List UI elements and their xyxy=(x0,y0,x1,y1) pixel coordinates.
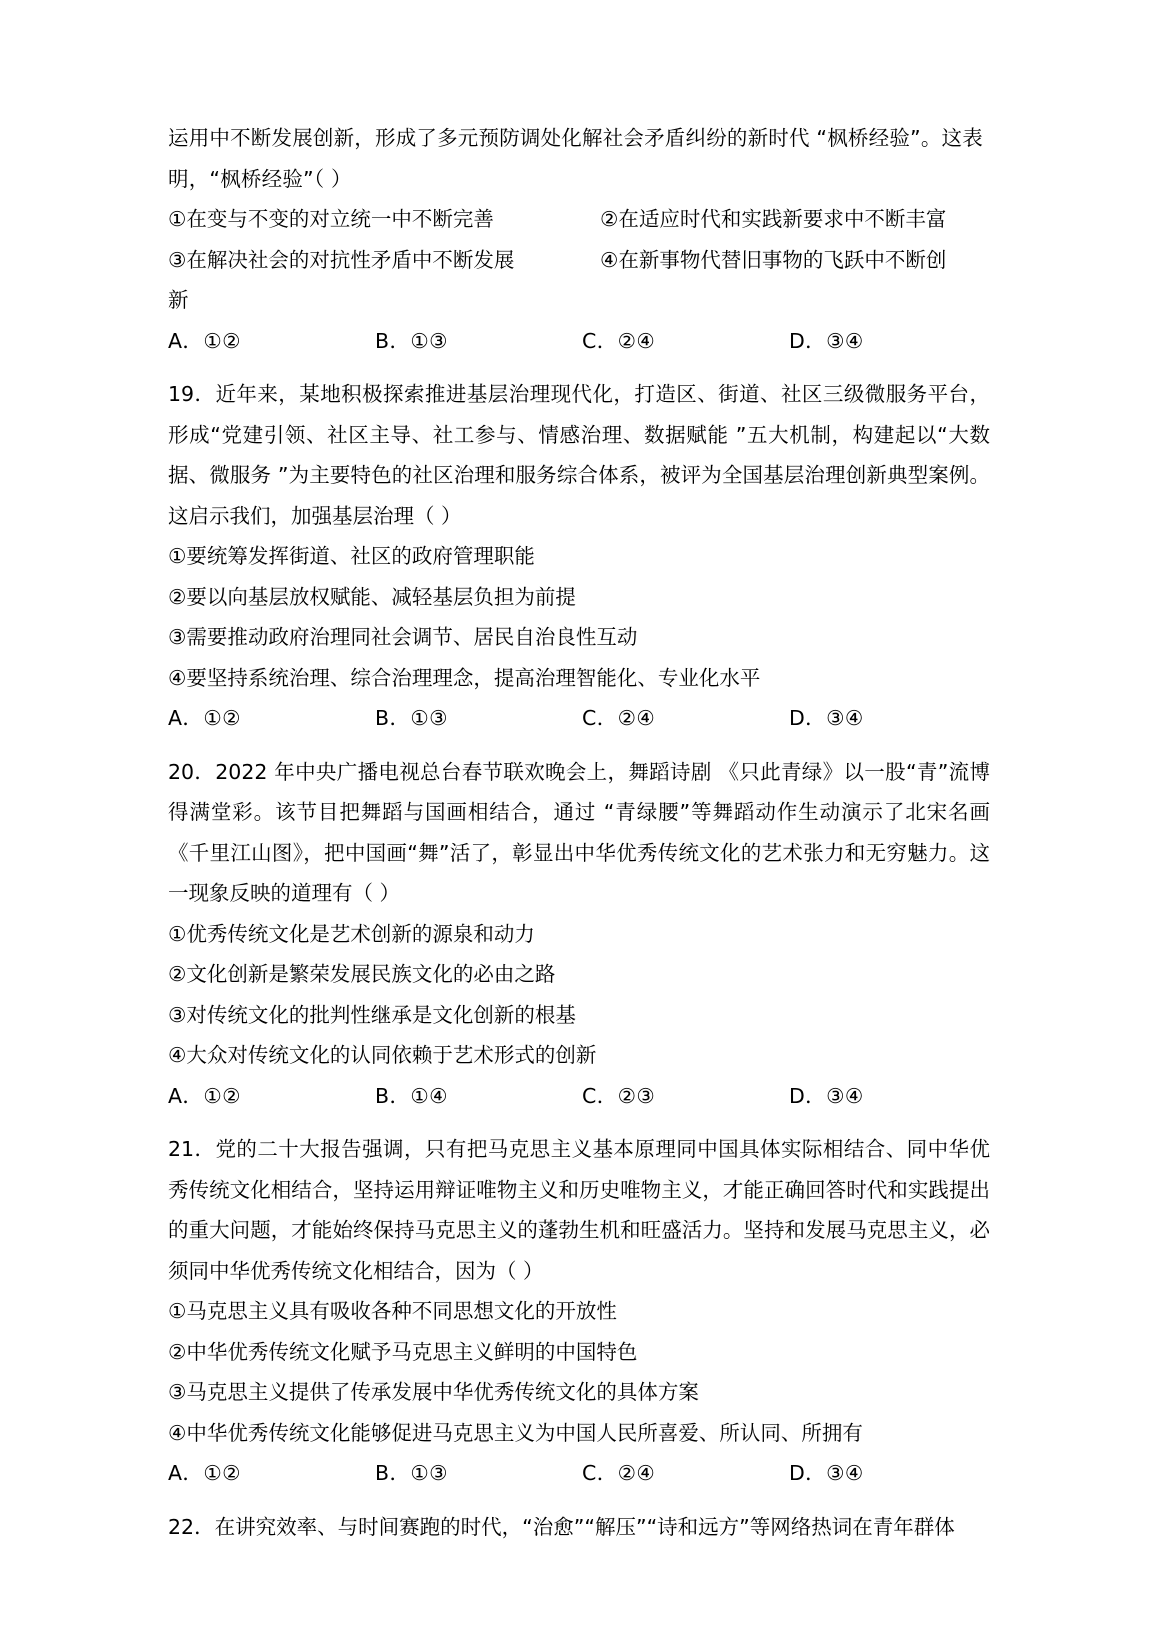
question-21-choices xyxy=(168,1453,990,1494)
question-20-option-2: ②文化创新是繁荣发展民族文化的必由之路 xyxy=(168,962,556,986)
question-19-stem: 19．近年来，某地积极探索推进基层治理现代化，打造区、街道、社区三级微服务平台，形成“党建引领、社区主导、社工参与、情感治理、数据赋能 ”五大机制，构建起以“大数据、微服务 ”为主要特色的社区治理和服务综合体系，被评为全国基层治理创新典型案例。这启示我们，加强基层治理（ ） xyxy=(168,382,990,528)
question-20-option-3: ③对传统文化的批判性继承是文化创新的根基 xyxy=(168,1002,576,1027)
question-19-choices xyxy=(168,698,990,739)
question-19-option-3: ③需要推动政府治理同社会调节、居民自治良性互动 xyxy=(168,625,638,649)
page-content xyxy=(168,118,990,1547)
question-22 xyxy=(168,1507,990,1548)
question-19-choice-d: D．③④ xyxy=(789,706,864,730)
question-19 xyxy=(168,374,990,739)
question-21-choice-d: D．③④ xyxy=(789,1461,864,1485)
question-18-option-1: ①在变与不变的对立统一中不断完善 xyxy=(168,207,494,231)
question-20-choices xyxy=(168,1076,990,1117)
question-20 xyxy=(168,752,990,1117)
question-20-choice-c: C．②③ xyxy=(582,1083,656,1108)
question-19-choice-b: B．①③ xyxy=(375,706,448,730)
question-21-option-4: ④中华优秀传统文化能够促进马克思主义为中国人民所喜爱、所认同、所拥有 xyxy=(168,1420,863,1445)
question-19-choice-a: A．①② xyxy=(168,706,241,730)
question-18-option-2: ②在适应时代和实践新要求中不断丰富 xyxy=(600,207,947,231)
question-18-choice-c: C．②④ xyxy=(582,328,656,353)
question-18-options-row-2 xyxy=(168,240,990,281)
question-18-choice-d: D．③④ xyxy=(789,328,864,353)
question-18-choice-b: B．①③ xyxy=(375,328,448,353)
question-21-choice-a: A．①② xyxy=(168,1461,241,1485)
question-19-option-2: ②要以向基层放权赋能、减轻基层负担为前提 xyxy=(168,584,576,609)
question-18-choices xyxy=(168,321,990,362)
question-21-option-3: ③马克思主义提供了传承发展中华优秀传统文化的具体方案 xyxy=(168,1380,699,1404)
question-19-option-4: ④要坚持系统治理、综合治理理念，提高治理智能化、专业化水平 xyxy=(168,665,761,690)
question-18-option-3: ③在解决社会的对抗性矛盾中不断发展 xyxy=(168,247,515,272)
question-21-choice-c: C．②④ xyxy=(582,1461,656,1485)
continued-paragraph-line-1: 运用中不断发展创新，形成了多元预防调处化解社会矛盾纠纷的新时代 “枫桥经验”。这表 xyxy=(168,126,983,150)
question-20-option-4: ④大众对传统文化的认同依赖于艺术形式的创新 xyxy=(168,1043,597,1067)
question-20-choice-b: B．①④ xyxy=(375,1083,448,1108)
question-20-stem: 20．2022 年中央广播电视总台春节联欢晚会上，舞蹈诗剧 《只此青绿》以一股“青”流博得满堂彩。该节目把舞蹈与国画相结合，通过 “青绿腰”等舞蹈动作生动演示了北宋名画《千里江山图》，把中国画“舞”活了，彰显出中华优秀传统文化的艺术张力和无穷魅力。这一现象反映的道理有（ ） xyxy=(168,759,990,905)
question-19-option-1: ①要统筹发挥街道、社区的政府管理职能 xyxy=(168,544,535,568)
question-21-option-2: ②中华优秀传统文化赋予马克思主义鲜明的中国特色 xyxy=(168,1339,638,1364)
question-18-option-4: ④在新事物代替旧事物的飞跃中不断创 xyxy=(600,247,947,272)
continued-paragraph-line-2: 明，“枫桥经验”（ ） xyxy=(168,166,352,191)
question-22-stem: 22．在讲究效率、与时间赛跑的时代，“治愈”“解压”“诗和远方”等网络热词在青年群体 xyxy=(168,1514,955,1539)
question-18-options-row-1 xyxy=(168,199,990,240)
question-20-option-1: ①优秀传统文化是艺术创新的源泉和动力 xyxy=(168,921,535,946)
question-18-option-4-wrap: 新 xyxy=(168,288,189,312)
question-19-choice-c: C．②④ xyxy=(582,706,656,730)
question-20-choice-a: A．①② xyxy=(168,1083,241,1108)
question-21-choice-b: B．①③ xyxy=(375,1461,448,1485)
question-21-stem: 21．党的二十大报告强调，只有把马克思主义基本原理同中国具体实际相结合、同中华优秀传统文化相结合，坚持运用辩证唯物主义和历史唯物主义，才能正确回答时代和实践提出的重大问题，才能始终保持马克思主义的蓬勃生机和旺盛活力。坚持和发展马克思主义，必须同中华优秀传统文化相结合，因为（ ） xyxy=(168,1137,990,1283)
question-20-choice-d: D．③④ xyxy=(789,1083,864,1108)
question-21 xyxy=(168,1129,990,1494)
question-21-option-1: ①马克思主义具有吸收各种不同思想文化的开放性 xyxy=(168,1299,617,1323)
question-18-choice-a: A．①② xyxy=(168,328,241,353)
